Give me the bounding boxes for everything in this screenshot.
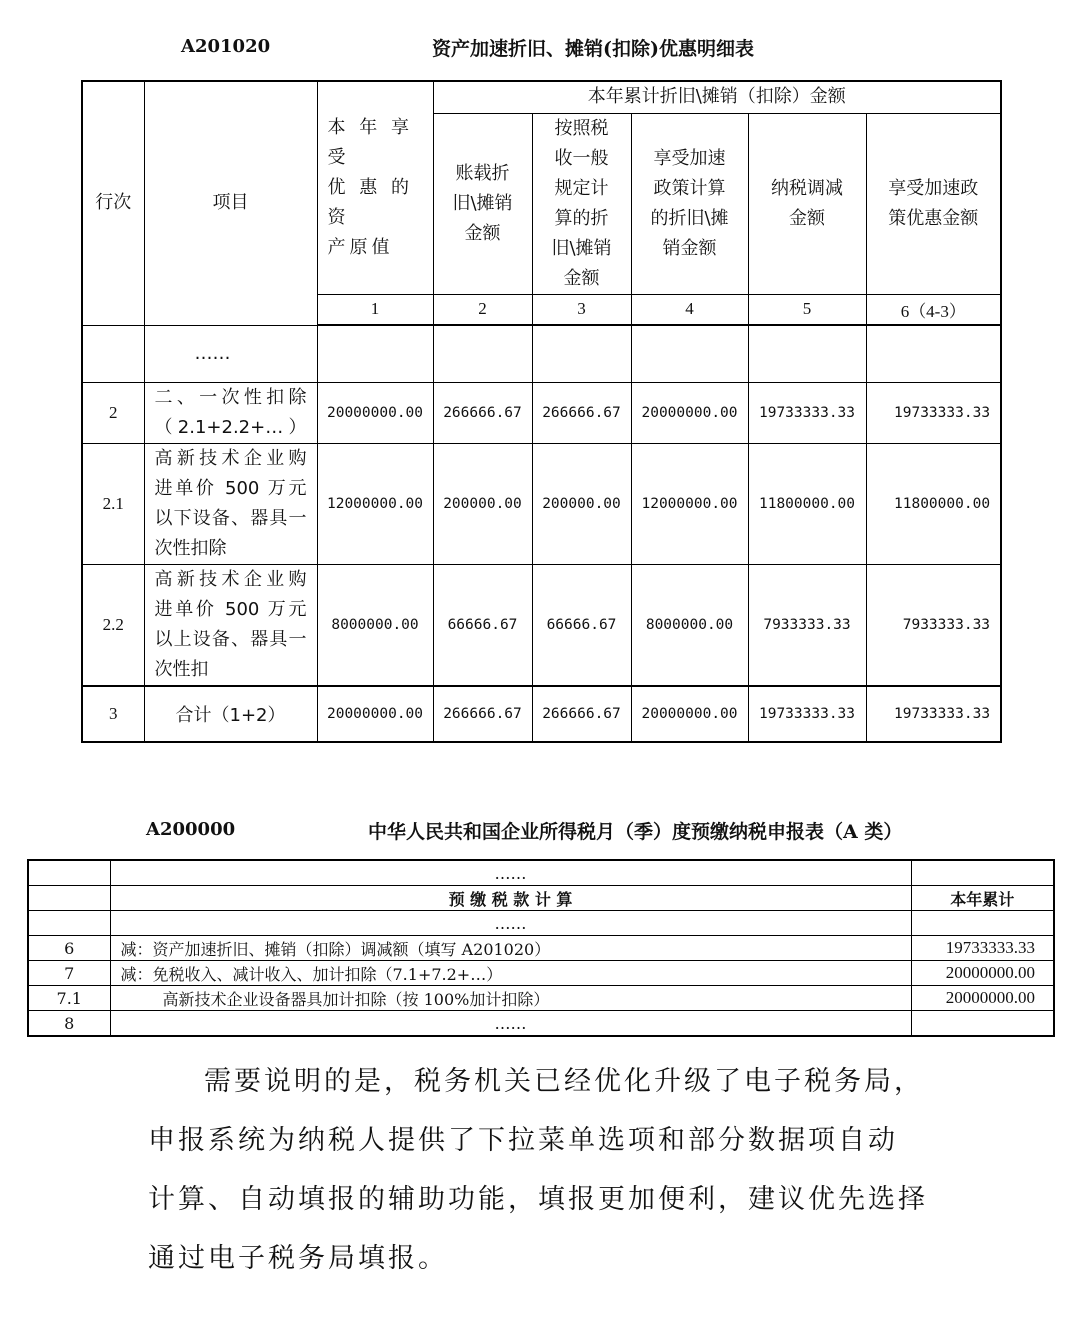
- value-cell: 200000.00: [532, 443, 631, 564]
- table1-code: A201020: [181, 36, 271, 57]
- row-item: ……: [110, 1011, 911, 1037]
- ellipsis-cell: ……: [110, 860, 911, 886]
- value-cell: 12000000.00: [631, 443, 748, 564]
- explanation-paragraph: [148, 1052, 938, 1288]
- row-no: 3: [82, 686, 144, 742]
- header-adjust: 纳税调减 金额: [748, 113, 866, 294]
- table1: [81, 80, 1002, 743]
- table-row: [82, 564, 1001, 686]
- value-cell: 19733333.33: [911, 936, 1054, 961]
- header-original-value: 本 年 享 受 优 惠 的 资 产原值: [317, 81, 433, 294]
- table2-title: 中华人民共和国企业所得税月（季）度预缴纳税申报表（A 类）: [368, 821, 903, 843]
- value-cell: 266666.67: [532, 382, 631, 443]
- table-row: [28, 961, 1054, 986]
- value-cell: 20000000.00: [631, 686, 748, 742]
- row-no: 7.1: [28, 986, 110, 1011]
- row-item: 高新技术企业购 进单价 500 万元 以上设备、器具一 次性扣: [144, 564, 317, 686]
- header-item: 项目: [144, 81, 317, 325]
- value-cell: 66666.67: [433, 564, 532, 686]
- paragraph-line: 通过电子税务局填报。: [148, 1243, 448, 1274]
- row-item: 二、一次性扣除 （2.1+2.2+…）: [144, 382, 317, 443]
- value-cell: 7933333.33: [748, 564, 866, 686]
- value-cell: 20000000.00: [317, 382, 433, 443]
- ellipsis-cell: ……: [110, 911, 911, 936]
- table-row: [28, 911, 1054, 936]
- ellipsis-cell: ……: [144, 325, 317, 382]
- value-cell: 11800000.00: [866, 443, 1001, 564]
- header-group: 本年累计折旧\摊销（扣除）金额: [433, 81, 1001, 113]
- col-number: 1: [317, 294, 433, 325]
- row-item: 减：免税收入、减计收入、加计扣除（7.1+7.2+…）: [110, 961, 911, 986]
- col-number: 3: [532, 294, 631, 325]
- header-tax-general: 按照税 收一般 规定计 算的折 旧\摊销 金额: [532, 113, 631, 294]
- value-cell: 8000000.00: [631, 564, 748, 686]
- table-row: [82, 382, 1001, 443]
- row-no: 7: [28, 961, 110, 986]
- value-cell: 266666.67: [433, 382, 532, 443]
- value-cell: 12000000.00: [317, 443, 433, 564]
- value-cell: [911, 1011, 1054, 1037]
- value-cell: 19733333.33: [748, 686, 866, 742]
- row-item: 合计（1+2）: [144, 686, 317, 742]
- table-row: [28, 886, 1054, 911]
- row-no: 2: [82, 382, 144, 443]
- table1-title: 资产加速折旧、摊销(扣除)优惠明细表: [432, 38, 754, 60]
- table-row: [28, 860, 1054, 886]
- row-item: 高新技术企业设备器具加计扣除（按 100%加计扣除）: [110, 986, 911, 1011]
- value-cell: 19733333.33: [866, 686, 1001, 742]
- row-item: 高新技术企业购 进单价 500 万元 以下设备、器具一 次性扣除: [144, 443, 317, 564]
- col-number: 4: [631, 294, 748, 325]
- col-number: 2: [433, 294, 532, 325]
- value-cell: 20000000.00: [911, 986, 1054, 1011]
- table2-code: A200000: [146, 819, 236, 840]
- value-cell: 11800000.00: [748, 443, 866, 564]
- row-no: 6: [28, 936, 110, 961]
- header-book: 账载折 旧\摊销 金额: [433, 113, 532, 294]
- table-row: [28, 986, 1054, 1011]
- value-cell: 19733333.33: [866, 382, 1001, 443]
- row-no: 8: [28, 1011, 110, 1037]
- value-cell: 200000.00: [433, 443, 532, 564]
- table-row: [28, 936, 1054, 961]
- value-cell: 266666.67: [433, 686, 532, 742]
- table2: [27, 859, 1055, 1037]
- table-row: [82, 686, 1001, 742]
- row-no: 2.2: [82, 564, 144, 686]
- table-row: [82, 325, 1001, 382]
- section-heading: 预 缴 税 款 计 算: [110, 886, 911, 911]
- col-number: 5: [748, 294, 866, 325]
- value-cell: 20000000.00: [317, 686, 433, 742]
- row-item: 减：资产加速折旧、摊销（扣除）调减额（填写 A201020）: [110, 936, 911, 961]
- value-cell: 7933333.33: [866, 564, 1001, 686]
- value-cell: 20000000.00: [631, 382, 748, 443]
- col-number: 6（4-3）: [866, 294, 1001, 325]
- table-row: [28, 1011, 1054, 1037]
- row-no: 2.1: [82, 443, 144, 564]
- column-header: 本年累计: [911, 886, 1054, 911]
- value-cell: 8000000.00: [317, 564, 433, 686]
- table-row: [82, 443, 1001, 564]
- header-benefit: 享受加速政 策优惠金额: [866, 113, 1001, 294]
- paragraph-line: 需要说明的是，税务机关已经优化升级了电子税务局，: [204, 1066, 924, 1097]
- header-row-no: 行次: [82, 81, 144, 325]
- paragraph-line: 计算、自动填报的辅助功能，填报更加便利，建议优先选择: [148, 1184, 928, 1215]
- value-cell: 266666.67: [532, 686, 631, 742]
- header-accelerated: 享受加速 政策计算 的折旧\摊 销金额: [631, 113, 748, 294]
- value-cell: 20000000.00: [911, 961, 1054, 986]
- value-cell: 66666.67: [532, 564, 631, 686]
- paragraph-line: 申报系统为纳税人提供了下拉菜单选项和部分数据项自动: [148, 1125, 898, 1156]
- value-cell: 19733333.33: [748, 382, 866, 443]
